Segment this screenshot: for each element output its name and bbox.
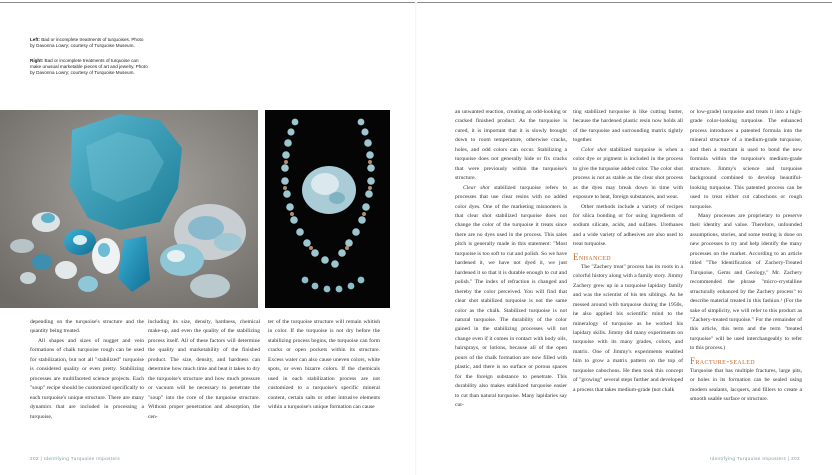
- term-clear-shot: Clear shot: [463, 184, 490, 191]
- section-heading-enhanced: Enhanced: [573, 251, 612, 262]
- footer-left: 202 | Identifying Turquoise Imposters: [30, 456, 121, 461]
- turquoise-specimens-illustration: [0, 110, 258, 308]
- paragraph: ter of the turquoise structure will remain whitish in color. If the turquoise is not dry before the stabilizing process begins, the turquoise can form cracks or open pockets within its structure. Excess water can also cause uneven colors, white spots, or even bizarre colors. If the chemicals used in each stabilization process are not customized to a turquoise's specific mineral content, certain salts or other intrusive elements within a turquoise's unique formation can cause: [268, 319, 380, 411]
- paragraph: Turquoise that has multiple fractures, large pits, or holes in its formation can be sealed using modern sealants, lacquers, and fillers to create a smooth usable surface or structure.: [690, 367, 802, 403]
- paragraph: All shapes and sizes of nugget and vein formations of chalk turquoise rough can be used for stabilization, but not all "stabilized" turquoise is considered quality or even pretty. Stabilizing processes are multifaceted science projects. Each "soup" recipe should be customized specifically to each turquoise's unique structure. There are many dynamics that are included in processing a turquoise,: [30, 337, 144, 420]
- caption-left-text: Bad or incomplete treatments of turquoises. Photo by Davonna Lowry; courtesy of Turquoise Museum.: [30, 37, 144, 48]
- section-heading-fracture-sealed: Fracture-sealed: [690, 355, 756, 366]
- paragraph: [455, 184, 567, 411]
- turquoise-bead-necklace-photo: [265, 110, 390, 308]
- turquoise-specimens-photo: [0, 110, 258, 308]
- paragraph-text: stabilized turquoise is when a color dye or pigment is included in the process to give the turquoise added color. The color shot process is not as stable as the clear shot process as the dyes may break down in time with exposure to heat, foreign substances, and wear.: [573, 146, 684, 201]
- paragraph: including its size, density, hardness, chemical make-up, and even the quality of the stabilizing process itself. All of these factors will determine the quality and marketability of the finished product. The size, density, and hardness can determine how much time and heat it takes to dry the turquoise's structure and how much pressure or vacuum will be necessary to penetrate the "soup" into the core of the turquoise structure. Without proper penetration and absorption, the cen-: [148, 319, 260, 420]
- text-column-2: [148, 318, 260, 422]
- text-column-5: [573, 108, 683, 395]
- text-column-4: [455, 108, 567, 411]
- paragraph: The "Zachery treat" process has its roots in a colorful history along with a family story. Jimmy Zachery grew up in a turquoise lapidary family and was the scientist of his ten siblings. As he messed around with turquoise during the 1950s, he also applied his scientific mind to the mineralogy of turquoise as he worked his lapidary skills. Jimmy did many experiments on turquoise with its many grades, colors, and matrix. One of Jimmy's experiments enabled him to grow a matrix pattern on the top of turquoise cabochons. He then took this concept of "growing" several steps further and developed a process that takes medium-grade (not chalk: [573, 263, 683, 393]
- paragraph-text: stabilized turquoise refers to processes that use clear resins with no added color dyes. One of the marketing misnomers is that clear shot stabilized turquoise does not change the color of the turquoise it treats since there are no dyes used in the process. This sales pitch is generally made in this statement: "Most turquoise is too soft to cut and polish. So we have hardened it, we have not dyed it, we just hardened it so that it is durable enough to cut and polish." The index of refraction is changed and thereby the color perceived. You will find that clear shot stabilized turquoise is not the same color as the chalk. Stabilized turquoise is not natural turquoise. The durability of the color gained in the stabilizing processes will not change even if it comes in contact with body oils, hairsprays, or lotions, because all of the open pours of the chalk formation are now filled with plastic, and there is no surface or porous spaces for the foreign substance to penetrate. This durability also makes stabilized turquoise easier to cut than natural turquoise. Many lapidaries say cut-: [455, 184, 567, 409]
- page-gutter: [415, 0, 417, 475]
- paragraph: or low-grade) turquoise and treats it into a high-grade color-looking turquoise. The enhanced process introduces a patented formula into the mineral structure of a medium-grade turquoise, and then a reactant is used to bond the new formula within the turquoise's medium-grade structure. Jimmy's science and turquoise background combined to develop beautiful-looking turquoise. This patented process can be used to treat either cut cabochons or rough turquoise.: [690, 109, 802, 210]
- term-color-shot: Color shot: [581, 146, 607, 153]
- caption-right: [30, 58, 148, 75]
- paragraph: Many processes are proprietary to preserve their identity and value. Therefore, unfounded assumptions, stories, and some testing is done on new processes to try and help identify the many processes on the market. According to an article titled "The Identification of Zachery-Treated Turquoise, Gems and Geology," Mr. Zachery recommended the phrase "micro-crystalline structurally enhanced by the Zachery process" to describe material treated in this fashion.¹ (For the sake of simplicity, we will refer to this product as "Zachery-treated turquoise." For the remainder of this article, this term and the term "treated turquoise" will be used interchangeably to refer to this process.): [690, 212, 802, 352]
- caption-right-label: Right:: [30, 58, 44, 63]
- caption-left: [30, 37, 148, 49]
- paragraph: ting stabilized turquoise is like cutting butter, because the hardened plastic resin now holds all of the turquoise and surrounding matrix tightly together.: [573, 109, 683, 144]
- text-column-1: [30, 318, 144, 422]
- bead-necklace-illustration: [265, 110, 390, 308]
- paragraph: Other methods include a variety of recipes for silica bonding or for using ingredients of sodium silicate, acids, and sulfates. Urethanes and a wide variety of adhesives are also used to treat turquoise.: [573, 203, 683, 248]
- footer-right: Identifying Turquoise Imposters | 203: [709, 456, 800, 461]
- text-column-3: [268, 318, 380, 413]
- caption-left-label: Left:: [30, 37, 40, 42]
- paragraph: an unwanted reaction, creating an odd-looking or cracked finished product. As the turquoise is cured, it is important that it is slowly brought down to room temperature, otherwise cracks, holes, and odd colors can occur. Stabilizing a turquoise does not generally hide or fix cracks that were previously within the turquoise's structure.: [455, 109, 567, 182]
- text-column-6: [690, 108, 802, 405]
- paragraph: depending on the turquoise's structure and the quantity being treated.: [30, 319, 144, 335]
- caption-right-text: Bad or incomplete treatments of turquoise can make unusual marketable pieces of art and jewelry. Photo by Davonna Lowry; courtesy of Turquoise Museum.: [30, 58, 148, 75]
- paragraph: [573, 146, 683, 203]
